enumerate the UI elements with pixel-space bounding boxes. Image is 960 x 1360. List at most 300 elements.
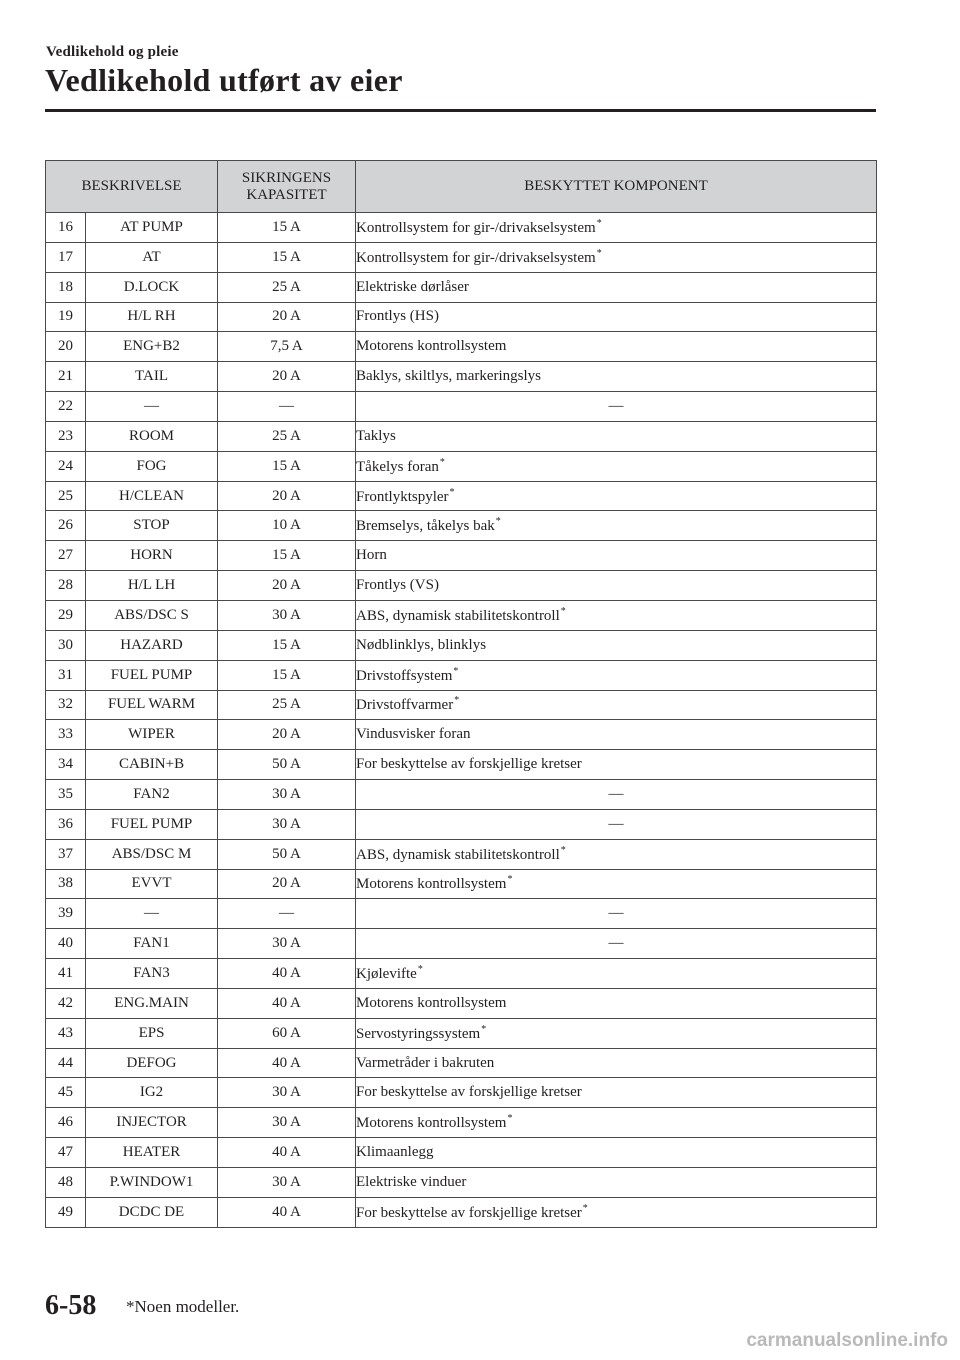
- fuse-capacity-text: 10 A: [272, 517, 301, 534]
- fuse-capacity-cell: [218, 1168, 356, 1198]
- fuse-number-text: 21: [58, 368, 73, 385]
- protected-component-cell: [356, 899, 877, 929]
- protected-component-cell: [356, 988, 877, 1018]
- protected-component-text: For beskyttelse av forskjellige kretser: [356, 1204, 582, 1221]
- protected-component-cell: [356, 242, 877, 272]
- protected-component-cell: [356, 541, 877, 571]
- fuse-number-cell: [46, 302, 86, 332]
- fuse-capacity-cell: [218, 750, 356, 780]
- fuse-capacity-text: 15 A: [272, 457, 301, 474]
- fuse-capacity-cell: [218, 660, 356, 690]
- table-row: [46, 511, 877, 541]
- footnote-marker: *: [449, 486, 455, 498]
- protected-component-text: ABS, dynamisk stabilitetskontroll: [356, 607, 560, 624]
- fuse-name-text: FUEL WARM: [107, 696, 196, 713]
- fuse-capacity-cell: [218, 481, 356, 511]
- protected-component-cell: [356, 720, 877, 750]
- table-row: [46, 780, 877, 810]
- protected-component-cell: [356, 1078, 877, 1108]
- protected-component-text: Vindusvisker foran: [356, 726, 471, 743]
- footnote-marker: *: [481, 1023, 487, 1035]
- fuse-capacity-text: 20 A: [272, 875, 301, 892]
- footnote: *Noen modeller.: [126, 1297, 240, 1316]
- fuse-name-cell: [86, 332, 218, 362]
- fuse-capacity-cell: [218, 541, 356, 571]
- protected-component-cell: [356, 1197, 877, 1227]
- footnote-marker: *: [596, 217, 602, 229]
- fuse-capacity-cell: [218, 1138, 356, 1168]
- fuse-name-text: INJECTOR: [116, 1114, 187, 1131]
- fuse-capacity-cell: [218, 809, 356, 839]
- fuse-name-text: ABS/DSC S: [114, 606, 189, 623]
- protected-component-text: Bremselys, tåkelys bak: [356, 518, 495, 535]
- fuse-number-text: 46: [58, 1114, 73, 1131]
- protected-component-cell: [356, 213, 877, 243]
- fuse-name-cell: [86, 571, 218, 601]
- fuse-capacity-text: 30 A: [272, 785, 301, 802]
- section-label: Vedlikehold og pleie: [46, 44, 179, 60]
- fuse-name-cell: [86, 1078, 218, 1108]
- fuse-number-cell: [46, 600, 86, 630]
- protected-component-text: Horn: [356, 547, 387, 564]
- fuse-capacity-text: 20 A: [272, 487, 301, 504]
- fuse-name-text: DEFOG: [126, 1054, 177, 1071]
- fuse-number-cell: [46, 571, 86, 601]
- fuse-number-text: 23: [58, 427, 73, 444]
- fuse-name-cell: [86, 1168, 218, 1198]
- fuse-capacity-cell: [218, 630, 356, 660]
- fuse-number-text: 20: [58, 338, 73, 355]
- fuse-number-text: 40: [58, 935, 73, 952]
- fuse-capacity-cell: [218, 362, 356, 392]
- fuse-number-cell: [46, 660, 86, 690]
- fuse-capacity-cell: [218, 720, 356, 750]
- footnote-marker: *: [560, 605, 566, 617]
- fuse-name-cell: [86, 660, 218, 690]
- fuse-capacity-text: 15 A: [272, 666, 301, 683]
- fuse-capacity-cell: [218, 869, 356, 899]
- protected-component-cell: [356, 750, 877, 780]
- fuse-number-cell: [46, 511, 86, 541]
- footnote-marker: *: [439, 456, 445, 468]
- fuse-number-text: 42: [58, 994, 73, 1011]
- protected-component-cell: [356, 481, 877, 511]
- protected-component-cell: [356, 780, 877, 810]
- fuse-name-text: EVVT: [131, 875, 172, 892]
- fuse-capacity-text: —: [279, 397, 295, 414]
- table-row: [46, 988, 877, 1018]
- protected-component-text: Drivstoffvarmer: [356, 697, 454, 714]
- protected-component-cell: [356, 392, 877, 422]
- fuse-capacity-cell: [218, 959, 356, 989]
- fuse-name-text: ENG+B2: [123, 338, 180, 355]
- protected-component-text: Motorens kontrollsystem: [356, 338, 507, 355]
- fuse-number-cell: [46, 899, 86, 929]
- protected-component-text: Drivstoffsystem: [356, 667, 453, 684]
- fuse-capacity-text: 30 A: [272, 815, 301, 832]
- protected-component-cell: [356, 272, 877, 302]
- fuse-name-text: H/CLEAN: [119, 487, 184, 504]
- fuse-number-cell: [46, 1108, 86, 1138]
- fuse-name-text: FAN3: [133, 965, 170, 982]
- fuse-number-cell: [46, 1018, 86, 1048]
- fuse-capacity-text: 25 A: [272, 427, 301, 444]
- fuse-number-text: 29: [58, 606, 73, 623]
- table-row: [46, 1018, 877, 1048]
- fuse-name-cell: [86, 959, 218, 989]
- protected-component-text: For beskyttelse av forskjellige kretser: [356, 756, 582, 773]
- fuse-capacity-text: 40 A: [272, 994, 301, 1011]
- fuse-capacity-cell: [218, 1078, 356, 1108]
- protected-component-text: Baklys, skiltlys, markeringslys: [356, 368, 542, 385]
- fuse-number-text: 17: [58, 248, 73, 265]
- table-row: [46, 242, 877, 272]
- fuse-number-cell: [46, 332, 86, 362]
- fuse-number-cell: [46, 809, 86, 839]
- fuse-capacity-cell: [218, 839, 356, 869]
- fuse-name-cell: [86, 242, 218, 272]
- fuse-number-cell: [46, 541, 86, 571]
- footnote-marker: *: [417, 964, 423, 976]
- protected-component-cell: [356, 451, 877, 481]
- table-row: [46, 929, 877, 959]
- column-header-capacity-label: SIKRINGENS KAPASITET: [241, 169, 332, 203]
- fuse-number-text: 34: [58, 756, 73, 773]
- fuse-capacity-cell: [218, 988, 356, 1018]
- footnote-marker: *: [596, 247, 602, 259]
- fuse-number-cell: [46, 1078, 86, 1108]
- fuse-number-cell: [46, 362, 86, 392]
- fuse-name-cell: [86, 213, 218, 243]
- protected-component-cell: [356, 839, 877, 869]
- fuse-number-cell: [46, 1168, 86, 1198]
- protected-component-cell: [356, 690, 877, 720]
- fuse-name-text: ENG.MAIN: [114, 994, 189, 1011]
- table-row: [46, 690, 877, 720]
- fuse-number-text: 32: [58, 696, 73, 713]
- table-row: [46, 421, 877, 451]
- fuse-capacity-cell: [218, 571, 356, 601]
- fuse-capacity-cell: [218, 690, 356, 720]
- fuse-name-text: FAN2: [133, 785, 170, 802]
- protected-component-text: Servostyringssystem: [356, 1025, 481, 1042]
- fuse-name-text: HEATER: [122, 1144, 181, 1161]
- fuse-name-text: AT: [142, 248, 161, 265]
- protected-component-cell: [356, 1168, 877, 1198]
- fuse-number-text: 36: [58, 815, 73, 832]
- fuse-capacity-text: 20 A: [272, 577, 301, 594]
- fuse-number-text: 25: [58, 487, 73, 504]
- fuse-name-text: CABIN+B: [118, 756, 185, 773]
- fuse-name-text: HAZARD: [120, 636, 183, 653]
- protected-component-text: For beskyttelse av forskjellige kretser: [356, 1084, 582, 1101]
- fuse-name-text: AT PUMP: [120, 218, 183, 235]
- protected-component-cell: [356, 600, 877, 630]
- fuse-capacity-text: 50 A: [272, 756, 301, 773]
- fuse-name-cell: [86, 1197, 218, 1227]
- protected-component-cell: [356, 869, 877, 899]
- fuse-table: [45, 160, 877, 1228]
- protected-component-text: Kjølevifte: [356, 966, 417, 983]
- protected-component-text: —: [608, 785, 624, 802]
- fuse-number-text: 18: [58, 278, 73, 295]
- footnote-marker: *: [507, 874, 513, 886]
- fuse-name-text: WIPER: [128, 726, 175, 743]
- fuse-capacity-cell: [218, 421, 356, 451]
- fuse-capacity-text: 15 A: [272, 547, 301, 564]
- table-row: [46, 481, 877, 511]
- fuse-name-cell: [86, 869, 218, 899]
- fuse-name-cell: [86, 1138, 218, 1168]
- fuse-number-text: 49: [58, 1203, 73, 1220]
- fuse-number-cell: [46, 421, 86, 451]
- fuse-capacity-text: 30 A: [272, 1114, 301, 1131]
- protected-component-text: Nødblinklys, blinklys: [356, 636, 487, 653]
- fuse-capacity-cell: [218, 302, 356, 332]
- protected-component-text: —: [608, 905, 624, 922]
- fuse-number-text: 30: [58, 636, 73, 653]
- protected-component-text: Frontlyktspyler: [356, 488, 449, 505]
- fuse-name-text: FAN1: [133, 935, 170, 952]
- fuse-number-cell: [46, 720, 86, 750]
- fuse-name-text: D.LOCK: [123, 278, 180, 295]
- table-row: [46, 302, 877, 332]
- table-row: [46, 1108, 877, 1138]
- fuse-name-cell: [86, 511, 218, 541]
- fuse-name-cell: [86, 630, 218, 660]
- fuse-name-text: FOG: [136, 457, 167, 474]
- column-header-description: BESKRIVELSE: [46, 161, 218, 213]
- protected-component-text: Motorens kontrollsystem: [356, 994, 507, 1011]
- fuse-name-text: HORN: [130, 547, 173, 564]
- protected-component-cell: [356, 660, 877, 690]
- fuse-capacity-text: —: [279, 905, 295, 922]
- protected-component-text: —: [608, 815, 624, 832]
- table-row: [46, 600, 877, 630]
- footnote-marker: *: [495, 516, 501, 528]
- table-row: [46, 660, 877, 690]
- fuse-name-cell: [86, 988, 218, 1018]
- table-row: [46, 630, 877, 660]
- fuse-capacity-cell: [218, 1048, 356, 1078]
- fuse-capacity-text: 30 A: [272, 1084, 301, 1101]
- protected-component-cell: [356, 362, 877, 392]
- fuse-number-cell: [46, 780, 86, 810]
- protected-component-text: Frontlys (VS): [356, 577, 439, 594]
- fuse-number-text: 31: [58, 666, 73, 683]
- fuse-capacity-text: 30 A: [272, 935, 301, 952]
- table-row: [46, 332, 877, 362]
- fuse-number-cell: [46, 988, 86, 1018]
- table-row: [46, 750, 877, 780]
- table-row: [46, 1048, 877, 1078]
- fuse-number-cell: [46, 929, 86, 959]
- fuse-number-text: 33: [58, 726, 73, 743]
- footnote-marker: *: [454, 695, 460, 707]
- fuse-name-cell: [86, 302, 218, 332]
- fuse-name-cell: [86, 839, 218, 869]
- fuse-number-text: 24: [58, 457, 73, 474]
- protected-component-cell: [356, 1048, 877, 1078]
- fuse-name-text: DCDC DE: [118, 1203, 185, 1220]
- fuse-capacity-cell: [218, 511, 356, 541]
- fuse-capacity-cell: [218, 392, 356, 422]
- footnote-marker: *: [453, 665, 459, 677]
- fuse-capacity-text: 7,5 A: [270, 338, 303, 355]
- table-row: [46, 1078, 877, 1108]
- protected-component-text: Elektriske vinduer: [356, 1173, 467, 1190]
- fuse-name-text: —: [144, 397, 159, 414]
- fuse-name-cell: [86, 451, 218, 481]
- fuse-capacity-cell: [218, 242, 356, 272]
- protected-component-text: Elektriske dørlåser: [356, 278, 469, 295]
- protected-component-text: Tåkelys foran: [356, 458, 439, 475]
- fuse-name-text: H/L RH: [127, 308, 176, 325]
- fuse-number-cell: [46, 481, 86, 511]
- fuse-capacity-cell: [218, 780, 356, 810]
- fuse-name-cell: [86, 1108, 218, 1138]
- fuse-number-cell: [46, 213, 86, 243]
- fuse-capacity-text: 60 A: [272, 1024, 301, 1041]
- table-row: [46, 869, 877, 899]
- fuse-name-cell: [86, 899, 218, 929]
- column-header-component: BESKYTTET KOMPONENT: [356, 161, 877, 213]
- fuse-name-text: FUEL PUMP: [110, 815, 193, 832]
- table-row: [46, 451, 877, 481]
- footnote-marker: *: [507, 1113, 513, 1125]
- table-row: [46, 1138, 877, 1168]
- table-body: [46, 213, 877, 1228]
- fuse-number-cell: [46, 451, 86, 481]
- protected-component-text: ABS, dynamisk stabilitetskontroll: [356, 846, 560, 863]
- fuse-number-cell: [46, 869, 86, 899]
- fuse-number-cell: [46, 1048, 86, 1078]
- fuse-number-text: 39: [58, 905, 73, 922]
- fuse-name-cell: [86, 809, 218, 839]
- fuse-name-text: FUEL PUMP: [110, 666, 193, 683]
- fuse-capacity-cell: [218, 213, 356, 243]
- fuse-name-cell: [86, 421, 218, 451]
- protected-component-cell: [356, 1108, 877, 1138]
- fuse-capacity-text: 25 A: [272, 696, 301, 713]
- fuse-capacity-text: 40 A: [272, 965, 301, 982]
- fuse-name-text: P.WINDOW1: [109, 1173, 194, 1190]
- fuse-name-cell: [86, 362, 218, 392]
- column-header-capacity: [218, 161, 356, 213]
- footnote-marker: *: [560, 844, 566, 856]
- fuse-number-text: 16: [58, 218, 73, 235]
- fuse-number-cell: [46, 959, 86, 989]
- protected-component-cell: [356, 929, 877, 959]
- fuse-name-text: —: [144, 905, 159, 922]
- fuse-capacity-text: 15 A: [272, 636, 301, 653]
- fuse-capacity-text: 40 A: [272, 1054, 301, 1071]
- fuse-number-text: 41: [58, 965, 73, 982]
- protected-component-text: Varmetråder i bakruten: [356, 1054, 495, 1071]
- page-number: 6-58: [45, 1290, 97, 1321]
- fuse-capacity-text: 20 A: [272, 308, 301, 325]
- table-row: [46, 720, 877, 750]
- fuse-number-text: 26: [58, 517, 73, 534]
- table-row: [46, 899, 877, 929]
- fuse-name-cell: [86, 1018, 218, 1048]
- fuse-capacity-cell: [218, 899, 356, 929]
- protected-component-text: Motorens kontrollsystem: [356, 876, 507, 893]
- fuse-number-text: 22: [58, 397, 73, 414]
- protected-component-cell: [356, 511, 877, 541]
- fuse-capacity-cell: [218, 272, 356, 302]
- fuse-number-text: 37: [58, 845, 73, 862]
- fuse-capacity-cell: [218, 1108, 356, 1138]
- protected-component-cell: [356, 571, 877, 601]
- fuse-capacity-text: 25 A: [272, 278, 301, 295]
- fuse-number-text: 45: [58, 1084, 73, 1101]
- title-divider: [45, 109, 876, 112]
- protected-component-cell: [356, 1018, 877, 1048]
- fuse-capacity-text: 20 A: [272, 368, 301, 385]
- protected-component-text: Kontrollsystem for gir-/drivakselsystem: [356, 249, 596, 266]
- fuse-number-cell: [46, 392, 86, 422]
- fuse-capacity-text: 40 A: [272, 1203, 301, 1220]
- fuse-capacity-text: 50 A: [272, 845, 301, 862]
- fuse-name-cell: [86, 600, 218, 630]
- fuse-name-text: ROOM: [129, 427, 175, 444]
- protected-component-text: —: [608, 935, 624, 952]
- fuse-capacity-text: 40 A: [272, 1144, 301, 1161]
- protected-component-cell: [356, 809, 877, 839]
- protected-component-text: Motorens kontrollsystem: [356, 1115, 507, 1132]
- table-row: [46, 213, 877, 243]
- fuse-name-text: STOP: [133, 517, 170, 534]
- table-row: [46, 362, 877, 392]
- fuse-capacity-cell: [218, 451, 356, 481]
- fuse-name-cell: [86, 272, 218, 302]
- fuse-number-cell: [46, 242, 86, 272]
- fuse-name-cell: [86, 780, 218, 810]
- fuse-name-cell: [86, 1048, 218, 1078]
- fuse-number-text: 38: [58, 875, 73, 892]
- fuse-capacity-text: 20 A: [272, 726, 301, 743]
- fuse-name-cell: [86, 690, 218, 720]
- fuse-number-text: 19: [58, 308, 73, 325]
- table-header-row: [46, 161, 877, 213]
- table-row: [46, 839, 877, 869]
- fuse-name-text: IG2: [139, 1084, 164, 1101]
- fuse-capacity-cell: [218, 1018, 356, 1048]
- protected-component-text: —: [608, 397, 624, 414]
- fuse-name-cell: [86, 929, 218, 959]
- protected-component-text: Klimaanlegg: [356, 1144, 434, 1161]
- table-row: [46, 272, 877, 302]
- table-row: [46, 392, 877, 422]
- protected-component-text: Taklys: [356, 427, 396, 444]
- fuse-name-text: TAIL: [135, 368, 168, 385]
- protected-component-cell: [356, 421, 877, 451]
- fuse-number-cell: [46, 1197, 86, 1227]
- watermark: carmanualsonline.info: [746, 1330, 948, 1351]
- protected-component-text: Frontlys (HS): [356, 308, 439, 325]
- table-row: [46, 571, 877, 601]
- protected-component-cell: [356, 959, 877, 989]
- fuse-name-text: H/L LH: [127, 577, 176, 594]
- fuse-number-text: 27: [58, 547, 73, 564]
- fuse-number-cell: [46, 1138, 86, 1168]
- footnote-marker: *: [582, 1202, 588, 1214]
- table-row: [46, 1168, 877, 1198]
- fuse-number-text: 43: [58, 1024, 73, 1041]
- fuse-number-text: 48: [58, 1173, 73, 1190]
- fuse-number-cell: [46, 750, 86, 780]
